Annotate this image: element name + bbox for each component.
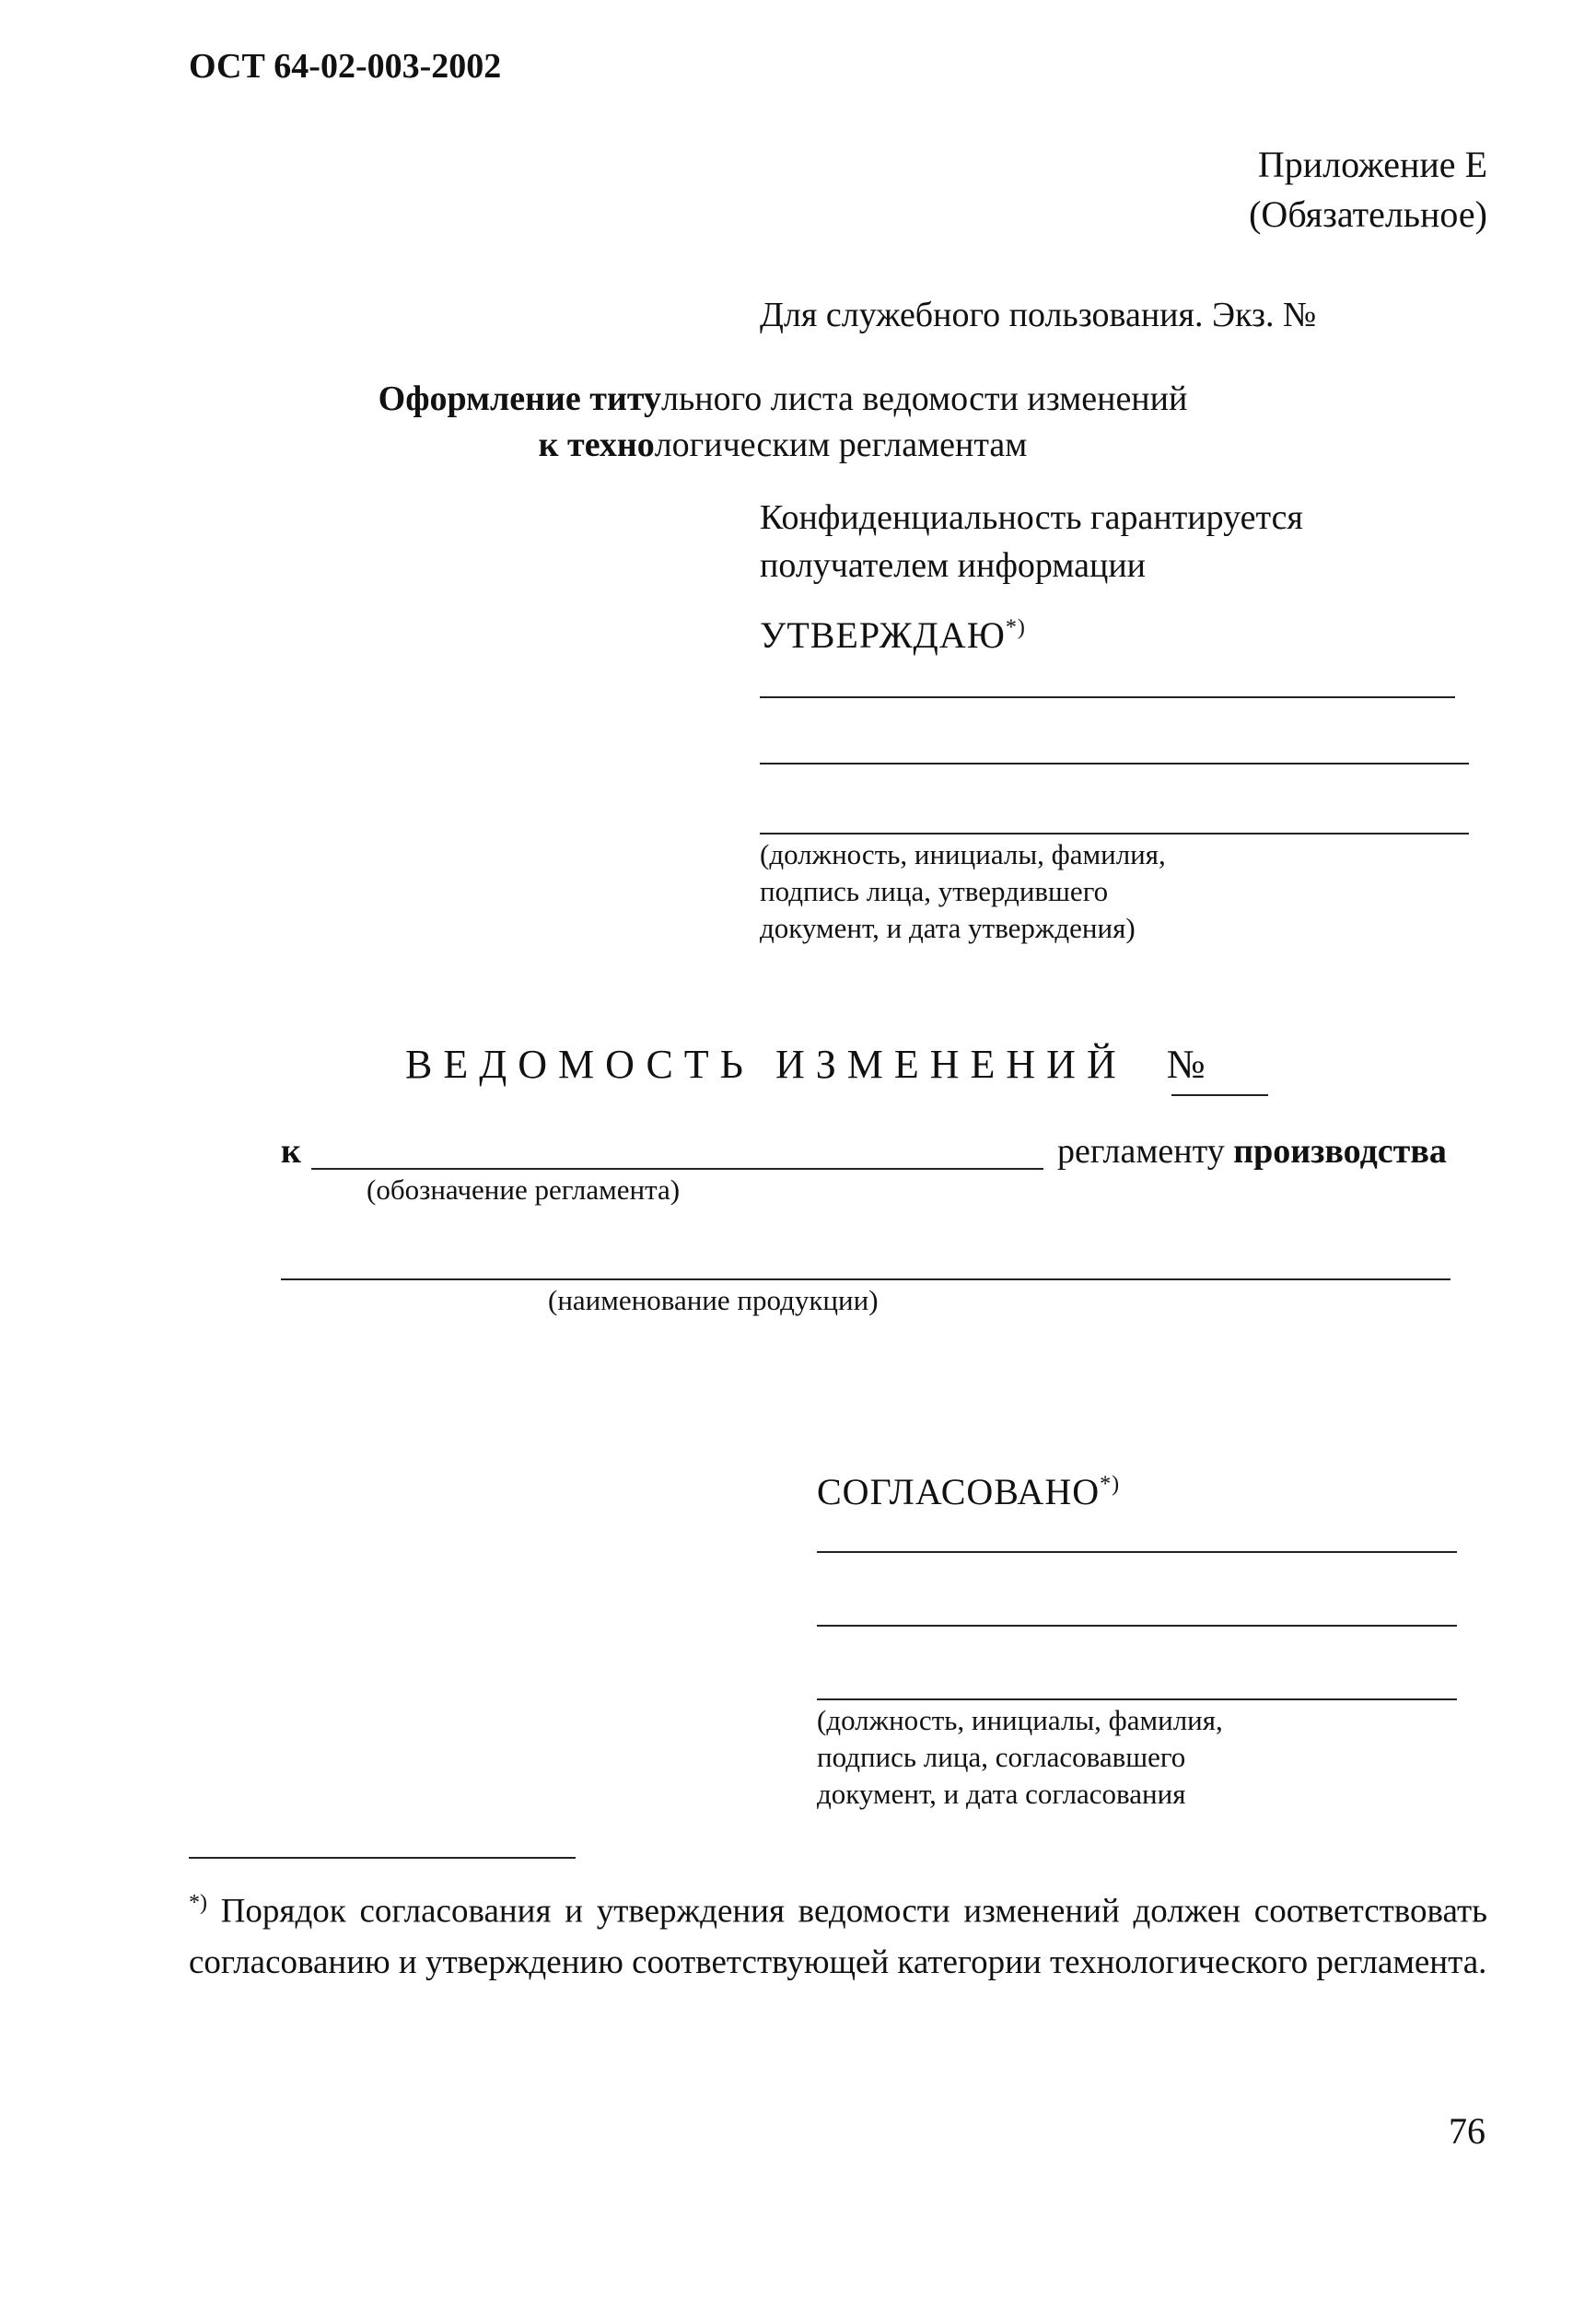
appendix-block — [1249, 140, 1487, 239]
confidentiality-line-2: получателем информации — [760, 546, 1147, 585]
product-name-line — [281, 1278, 1450, 1280]
restriction-label: Для служебного пользования. Экз. № — [760, 296, 1317, 334]
footnote — [189, 1877, 1487, 1989]
approve-caption-line-1: (должность, инициалы, фамилия, — [760, 838, 1166, 870]
agreed-footnote-mark: *) — [1100, 1472, 1121, 1497]
regulation-suffix-bold: производства — [1233, 1132, 1447, 1171]
vedomost-number-line — [1171, 1094, 1268, 1096]
regulation-suffix — [1057, 1131, 1447, 1172]
form-title-line-1-rest: льного листа ведомости изменений — [661, 379, 1188, 418]
agreed-signature-line-2 — [817, 1625, 1457, 1627]
form-title-line-1 — [304, 376, 1262, 422]
agreed-label — [817, 1470, 1120, 1513]
confidentiality-note — [760, 494, 1303, 589]
product-name-caption: (наименование продукции) — [548, 1284, 879, 1316]
footnote-text: Порядок согласования и утверждения ведомости изменений должен соответствовать согласованию и утверждению соответствующей категории технологического регламента. — [189, 1892, 1487, 1982]
footnote-mark: *) — [189, 1891, 207, 1915]
agreed-caption-line-2: подпись лица, согласовавшего — [817, 1741, 1186, 1773]
confidentiality-line-1: Конфиденциальность гарантируется — [760, 498, 1303, 537]
regulation-prefix: к — [281, 1132, 301, 1171]
form-title-line-2-rest: логическим регламентам — [654, 426, 1028, 464]
approve-signature-line-2 — [760, 763, 1469, 764]
regulation-suffix-text: регламенту — [1057, 1132, 1225, 1171]
vedomost-title-row — [405, 1041, 1206, 1088]
approve-signature-line-1 — [760, 696, 1455, 698]
agreed-signature-line-1 — [817, 1551, 1457, 1553]
approve-label — [760, 613, 1026, 657]
agreed-caption — [817, 1702, 1223, 1813]
approve-label-text: УТВЕРЖДАЮ — [760, 614, 1006, 656]
approve-caption — [760, 836, 1166, 947]
form-title-line-2-bold: к техно — [538, 426, 655, 464]
regulation-designation-line — [311, 1168, 1043, 1170]
page-number: 76 — [1449, 2110, 1485, 2152]
document-code: ОСТ 64-02-003-2002 — [189, 47, 502, 86]
form-title — [304, 376, 1262, 468]
approve-caption-line-2: подпись лица, утвердившего — [760, 875, 1109, 907]
form-title-line-2 — [304, 422, 1262, 468]
regulation-designation-caption: (обозначение регламента) — [367, 1173, 681, 1206]
approve-footnote-mark: *) — [1005, 615, 1026, 640]
vedomost-title: ВЕДОМОСТЬ ИЗМЕНЕНИЙ — [405, 1042, 1127, 1087]
agreed-signature-line-3 — [817, 1698, 1457, 1700]
agreed-caption-line-3: документ, и дата согласования — [817, 1778, 1186, 1810]
agreed-caption-line-1: (должность, инициалы, фамилия, — [817, 1704, 1223, 1736]
approve-signature-line-3 — [760, 833, 1469, 834]
approve-caption-line-3: документ, и дата утверждения) — [760, 912, 1136, 944]
form-title-line-1-bold: Оформление титу — [378, 379, 662, 418]
appendix-status: (Обязательное) — [1249, 193, 1487, 235]
vedomost-number-sign: № — [1166, 1042, 1206, 1087]
agreed-label-text: СОГЛАСОВАНО — [817, 1471, 1101, 1512]
footnote-separator — [189, 1857, 576, 1859]
appendix-title: Приложение Е — [1257, 144, 1487, 185]
